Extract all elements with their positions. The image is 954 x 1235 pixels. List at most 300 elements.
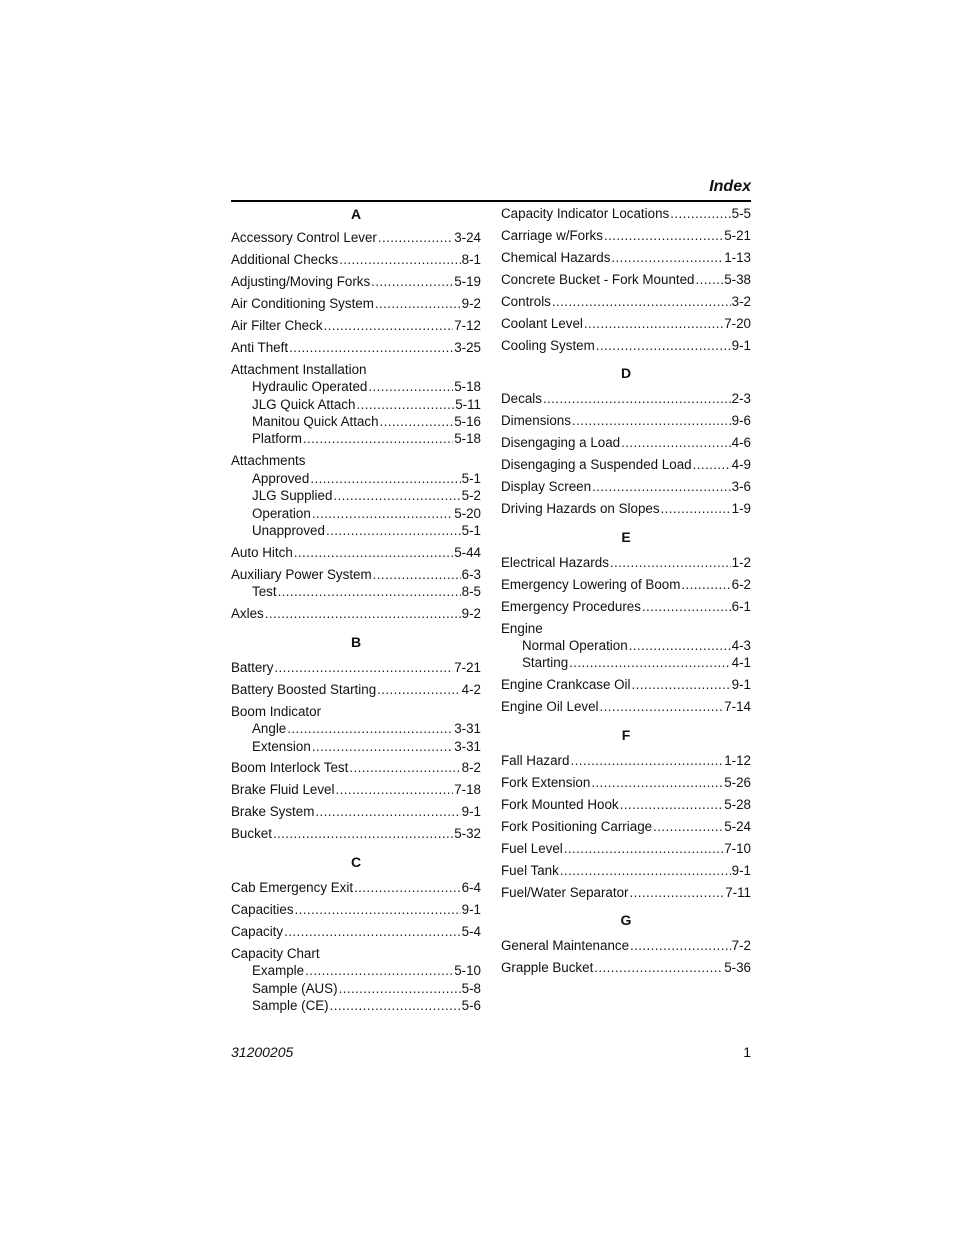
dot-leader — [653, 818, 723, 835]
entry-page-ref: 5-8 — [461, 980, 481, 996]
index-entry — [501, 315, 751, 332]
dot-leader — [333, 487, 460, 504]
section-letter: G — [620, 912, 632, 928]
entry-page-ref: 5-6 — [461, 997, 481, 1013]
index-entry — [231, 901, 481, 918]
entry-label: Fork Positioning Carriage — [501, 818, 653, 834]
dot-leader — [287, 720, 453, 737]
entry-page-ref: 9-1 — [731, 677, 751, 693]
dot-leader — [265, 605, 461, 622]
index-entry-row — [501, 456, 751, 473]
entry-label: Dimensions — [501, 413, 571, 429]
index-subentry — [231, 962, 481, 979]
entry-label: Driving Hazards on Slopes — [501, 501, 660, 517]
entry-label: Sample (AUS) — [252, 980, 338, 996]
index-entry — [501, 676, 751, 693]
page-header — [231, 176, 751, 202]
entry-label: Air Conditioning System — [231, 295, 374, 311]
index-entry-row — [501, 698, 751, 715]
index-entry — [501, 774, 751, 791]
entry-page-ref: 2-3 — [731, 391, 751, 407]
dot-leader — [375, 295, 461, 312]
index-entry-row — [501, 434, 751, 451]
dot-leader — [693, 456, 731, 473]
entry-label: Capacity — [231, 923, 284, 939]
entry-label: Brake System — [231, 804, 315, 820]
entry-page-ref: 7-2 — [731, 938, 751, 953]
index-entry-row — [231, 659, 481, 676]
index-entry-row — [231, 361, 481, 378]
dot-leader — [274, 659, 453, 676]
index-entry — [501, 434, 751, 451]
dot-leader — [315, 803, 460, 820]
index-entry-row — [501, 390, 751, 407]
entry-page-ref: 9-1 — [731, 862, 751, 878]
index-entry — [231, 703, 481, 755]
index-entry — [231, 317, 481, 334]
dot-leader — [681, 576, 730, 593]
entry-page-ref: 5-1 — [461, 523, 481, 539]
entry-label: Normal Operation — [522, 637, 628, 653]
entry-page-ref: 3-31 — [454, 738, 481, 754]
entry-page-ref: 9-2 — [461, 295, 481, 311]
dot-leader — [591, 774, 723, 791]
index-subentry — [501, 654, 751, 671]
dot-leader — [610, 554, 731, 571]
index-entry — [501, 840, 751, 857]
entry-label: Example — [252, 963, 305, 979]
index-entry — [501, 959, 751, 976]
entry-label: Angle — [252, 721, 287, 737]
entry-page-ref: 5-32 — [454, 826, 481, 842]
dot-leader — [356, 396, 454, 413]
dot-leader — [621, 434, 731, 451]
dot-leader — [368, 378, 453, 395]
index-entry — [501, 500, 751, 517]
entry-label: Brake Fluid Level — [231, 782, 335, 798]
index-entry — [501, 598, 751, 615]
entry-page-ref: 9-2 — [461, 606, 481, 622]
entry-label: Fuel Tank — [501, 862, 559, 878]
entry-page-ref: 5-20 — [454, 505, 481, 521]
section-letter: D — [620, 365, 632, 382]
index-entry — [501, 205, 751, 222]
entry-label: Air Filter Check — [231, 317, 323, 333]
entry-label: Operation — [252, 505, 311, 521]
index-entry-row — [231, 703, 481, 720]
index-entry — [501, 937, 751, 954]
entry-page-ref: 5-11 — [455, 396, 481, 412]
entry-label: Manitou Quick Attach — [252, 414, 379, 430]
dot-leader — [560, 862, 731, 879]
index-entry — [501, 456, 751, 473]
dot-leader — [594, 959, 723, 976]
entry-label: Fork Extension — [501, 774, 591, 790]
index-title: Index — [709, 178, 751, 195]
index-subentry — [231, 430, 481, 447]
dot-leader — [696, 271, 724, 288]
entry-page-ref: 7-20 — [724, 315, 751, 331]
entry-page-ref: 9-1 — [461, 901, 481, 917]
entry-label: Extension — [252, 738, 311, 754]
dot-leader — [552, 293, 731, 310]
index-entry-row — [231, 251, 481, 268]
index-entry-row — [231, 605, 481, 622]
index-entry — [231, 923, 481, 940]
section-letter: B — [350, 633, 362, 650]
index-subentry — [231, 583, 481, 600]
entry-page-ref: 1-13 — [724, 249, 751, 265]
entry-label: Fall Hazard — [501, 752, 570, 768]
entry-page-ref: 6-1 — [731, 598, 751, 614]
section-letter: A — [350, 206, 362, 222]
dot-leader — [570, 752, 723, 769]
index-entry — [231, 361, 481, 448]
entry-label: Platform — [252, 431, 302, 447]
index-entry-row — [501, 249, 751, 266]
index-entry — [231, 339, 481, 356]
entry-label: Cab Emergency Exit — [231, 879, 354, 895]
entry-page-ref: 5-18 — [454, 379, 481, 395]
index-entry-row — [231, 803, 481, 820]
entry-label: Chemical Hazards — [501, 249, 611, 265]
index-entry-row — [231, 229, 481, 246]
document-number: 31200205 — [231, 1044, 294, 1060]
index-entry — [231, 452, 481, 539]
entry-label: Grapple Bucket — [501, 959, 594, 975]
index-entry — [501, 884, 751, 901]
index-entry — [501, 752, 751, 769]
index-entry-row — [231, 945, 481, 962]
index-entry-row — [501, 227, 751, 244]
index-subentry — [231, 505, 481, 522]
entry-label: Fuel Level — [501, 840, 563, 856]
index-entry-row — [501, 478, 751, 495]
entry-label: Disengaging a Suspended Load — [501, 457, 692, 473]
index-entry — [231, 544, 481, 561]
index-column-right — [501, 205, 751, 976]
entry-label: Capacity Indicator Locations — [501, 206, 670, 221]
entry-page-ref: 1-9 — [731, 501, 751, 517]
dot-leader — [289, 339, 453, 356]
index-entry — [501, 862, 751, 879]
index-entry-row — [501, 676, 751, 693]
dot-leader — [373, 566, 461, 583]
entry-page-ref: 5-10 — [454, 963, 481, 979]
index-entry-row — [231, 681, 481, 698]
entry-page-ref: 5-2 — [461, 488, 481, 504]
dot-leader — [278, 583, 461, 600]
section-letter: F — [621, 726, 631, 743]
entry-page-ref: 5-16 — [454, 414, 481, 430]
entry-page-ref: 8-5 — [461, 584, 481, 600]
dot-leader — [378, 229, 453, 246]
entry-label: Attachments — [231, 453, 306, 469]
index-entry-row — [501, 337, 751, 354]
index-entry — [231, 825, 481, 842]
entry-page-ref: 9-1 — [731, 337, 751, 353]
dot-leader — [354, 879, 461, 896]
dot-leader — [600, 698, 724, 715]
index-entry-row — [231, 339, 481, 356]
index-entry — [501, 271, 751, 288]
index-entry-row — [501, 412, 751, 429]
dot-leader — [592, 478, 731, 495]
index-subentry — [231, 470, 481, 487]
dot-leader — [371, 273, 453, 290]
entry-label: Cooling System — [501, 337, 595, 353]
section-letter: C — [350, 853, 362, 870]
dot-leader — [572, 412, 731, 429]
entry-label: Controls — [501, 293, 551, 309]
entry-page-ref: 5-24 — [724, 818, 751, 834]
index-entry — [501, 227, 751, 244]
entry-label: Emergency Procedures — [501, 598, 641, 614]
entry-page-ref: 5-36 — [724, 959, 751, 975]
dot-leader — [312, 505, 453, 522]
dot-leader — [584, 315, 723, 332]
index-subentry — [231, 522, 481, 539]
entry-label: Test — [252, 584, 277, 600]
entry-page-ref: 3-24 — [454, 230, 481, 245]
entry-page-ref: 3-6 — [731, 479, 751, 495]
entry-page-ref: 5-5 — [731, 206, 751, 221]
entry-page-ref: 4-6 — [731, 435, 751, 451]
entry-label: Bucket — [231, 826, 272, 842]
index-entry — [501, 698, 751, 715]
index-entry — [501, 796, 751, 813]
entry-page-ref: 4-9 — [731, 457, 751, 473]
entry-page-ref: 4-1 — [731, 655, 751, 671]
index-entry — [231, 681, 481, 698]
entry-page-ref: 7-18 — [454, 782, 481, 798]
entry-label: Electrical Hazards — [501, 554, 609, 570]
index-entry-row — [501, 937, 751, 954]
entry-label: Engine — [501, 620, 543, 636]
entry-label: Adjusting/Moving Forks — [231, 273, 371, 289]
section-letter: E — [621, 528, 631, 545]
index-entry-row — [501, 884, 751, 901]
entry-label: Fork Mounted Hook — [501, 796, 619, 812]
entry-page-ref: 7-12 — [454, 317, 481, 333]
index-entry — [231, 781, 481, 798]
index-entry-row — [231, 317, 481, 334]
dot-leader — [305, 962, 453, 979]
entry-label: Boom Interlock Test — [231, 760, 349, 776]
entry-page-ref: 6-4 — [461, 879, 481, 895]
dot-leader — [339, 251, 460, 268]
index-entry — [501, 249, 751, 266]
entry-label: Capacities — [231, 901, 294, 917]
index-subentry — [501, 637, 751, 654]
entry-label: Coolant Level — [501, 315, 583, 331]
index-entry-row — [501, 271, 751, 288]
index-entry-row — [501, 205, 751, 222]
entry-page-ref: 6-2 — [731, 576, 751, 592]
dot-leader — [295, 901, 461, 918]
dot-leader — [335, 781, 453, 798]
page-number: 1 — [743, 1044, 751, 1060]
dot-leader — [604, 227, 723, 244]
index-entry-row — [501, 500, 751, 517]
entry-label: Axles — [231, 606, 264, 622]
entry-page-ref: 5-19 — [454, 273, 481, 289]
entry-page-ref: 4-3 — [731, 637, 751, 653]
entry-label: Additional Checks — [231, 251, 339, 267]
entry-label: Unapproved — [252, 523, 325, 539]
entry-page-ref: 7-11 — [725, 884, 751, 900]
dot-leader — [661, 500, 731, 517]
entry-label: Emergency Lowering of Boom — [501, 576, 681, 592]
index-entry — [501, 293, 751, 310]
index-entry-row — [231, 879, 481, 896]
entry-label: Boom Indicator — [231, 703, 322, 719]
dot-leader — [630, 884, 725, 901]
index-entry-row — [231, 566, 481, 583]
index-entry — [501, 818, 751, 835]
index-subentry — [231, 738, 481, 755]
entry-page-ref: 8-1 — [461, 251, 481, 267]
dot-leader — [620, 796, 724, 813]
dot-leader — [564, 840, 723, 857]
dot-leader — [569, 654, 730, 671]
dot-leader — [629, 637, 731, 654]
index-entry-row — [231, 781, 481, 798]
index-entry-row — [501, 752, 751, 769]
dot-leader — [596, 337, 731, 354]
index-entry — [231, 273, 481, 290]
index-entry — [231, 879, 481, 896]
index-entry-row — [501, 959, 751, 976]
dot-leader — [630, 937, 731, 954]
index-entry-row — [231, 295, 481, 312]
index-entry-row — [501, 293, 751, 310]
index-entry — [231, 295, 481, 312]
entry-label: Engine Crankcase Oil — [501, 677, 631, 693]
entry-page-ref: 5-1 — [461, 470, 481, 486]
index-column-left — [231, 205, 481, 1014]
entry-page-ref: 5-28 — [724, 796, 751, 812]
entry-page-ref: 9-1 — [461, 804, 481, 820]
index-entry — [231, 605, 481, 622]
dot-leader — [324, 317, 454, 334]
index-entry — [231, 229, 481, 246]
index-entry — [501, 478, 751, 495]
index-entry-row — [501, 796, 751, 813]
index-entry — [231, 659, 481, 676]
dot-leader — [326, 522, 461, 539]
entry-label: Sample (CE) — [252, 997, 329, 1013]
dot-leader — [611, 249, 723, 266]
entry-label: Fuel/Water Separator — [501, 884, 629, 900]
dot-leader — [380, 413, 454, 430]
dot-leader — [642, 598, 731, 615]
entry-label: Hydraulic Operated — [252, 379, 368, 395]
entry-page-ref: 8-2 — [461, 760, 481, 776]
dot-leader — [377, 681, 460, 698]
entry-page-ref: 5-26 — [724, 774, 751, 790]
dot-leader — [349, 759, 460, 776]
dot-leader — [670, 205, 730, 222]
entry-page-ref: 7-10 — [724, 840, 751, 856]
dot-leader — [330, 997, 461, 1014]
index-entry-row — [231, 544, 481, 561]
index-entry-row — [501, 554, 751, 571]
index-entry-row — [231, 825, 481, 842]
dot-leader — [632, 676, 731, 693]
index-entry — [501, 412, 751, 429]
entry-page-ref: 5-44 — [454, 545, 481, 560]
dot-leader — [543, 390, 731, 407]
entry-label: Starting — [522, 655, 569, 671]
entry-page-ref: 3-31 — [454, 721, 481, 737]
dot-leader — [310, 470, 460, 487]
entry-label: Battery — [231, 659, 274, 675]
dot-leader — [294, 544, 453, 561]
dot-leader — [303, 430, 453, 447]
index-entry — [231, 803, 481, 820]
entry-label: Disengaging a Load — [501, 435, 621, 451]
entry-page-ref: 3-2 — [731, 293, 751, 309]
entry-page-ref: 6-3 — [461, 566, 481, 582]
index-entry-row — [231, 759, 481, 776]
index-entry-row — [501, 620, 751, 637]
entry-page-ref: 5-4 — [461, 923, 481, 939]
index-entry-row — [231, 273, 481, 290]
entry-label: JLG Quick Attach — [252, 396, 356, 412]
index-entry — [231, 566, 481, 601]
dot-leader — [339, 980, 461, 997]
entry-page-ref: 4-2 — [461, 681, 481, 697]
index-entry — [501, 554, 751, 571]
entry-label: Decals — [501, 391, 542, 407]
index-entry-row — [501, 598, 751, 615]
dot-leader — [284, 923, 461, 940]
dot-leader — [312, 738, 453, 755]
entry-page-ref: 5-18 — [454, 431, 481, 447]
entry-label: Attachment Installation — [231, 361, 367, 377]
entry-label: Anti Theft — [231, 339, 289, 355]
index-entry-row — [501, 774, 751, 791]
entry-page-ref: 1-12 — [724, 752, 751, 768]
index-entry-row — [501, 818, 751, 835]
index-entry — [501, 620, 751, 672]
entry-label: General Maintenance — [501, 938, 630, 953]
entry-page-ref: 1-2 — [731, 554, 751, 570]
index-subentry — [231, 396, 481, 413]
index-subentry — [231, 487, 481, 504]
entry-label: Battery Boosted Starting — [231, 681, 377, 697]
index-subentry — [231, 378, 481, 395]
entry-page-ref: 5-38 — [724, 271, 751, 287]
entry-label: Accessory Control Lever — [231, 230, 377, 245]
index-entry-row — [231, 452, 481, 469]
index-entry-row — [501, 862, 751, 879]
entry-label: Capacity Chart — [231, 945, 320, 961]
index-entry-row — [501, 315, 751, 332]
index-subentry — [231, 997, 481, 1014]
entry-label: Display Screen — [501, 479, 592, 495]
entry-page-ref: 3-25 — [454, 339, 481, 355]
index-entry — [231, 945, 481, 1015]
entry-page-ref: 7-14 — [724, 699, 751, 715]
entry-page-ref: 9-6 — [731, 413, 751, 429]
entry-label: JLG Supplied — [252, 488, 333, 504]
index-entry-row — [231, 923, 481, 940]
entry-page-ref: 7-21 — [454, 659, 481, 675]
index-entry — [231, 251, 481, 268]
index-entry — [231, 759, 481, 776]
